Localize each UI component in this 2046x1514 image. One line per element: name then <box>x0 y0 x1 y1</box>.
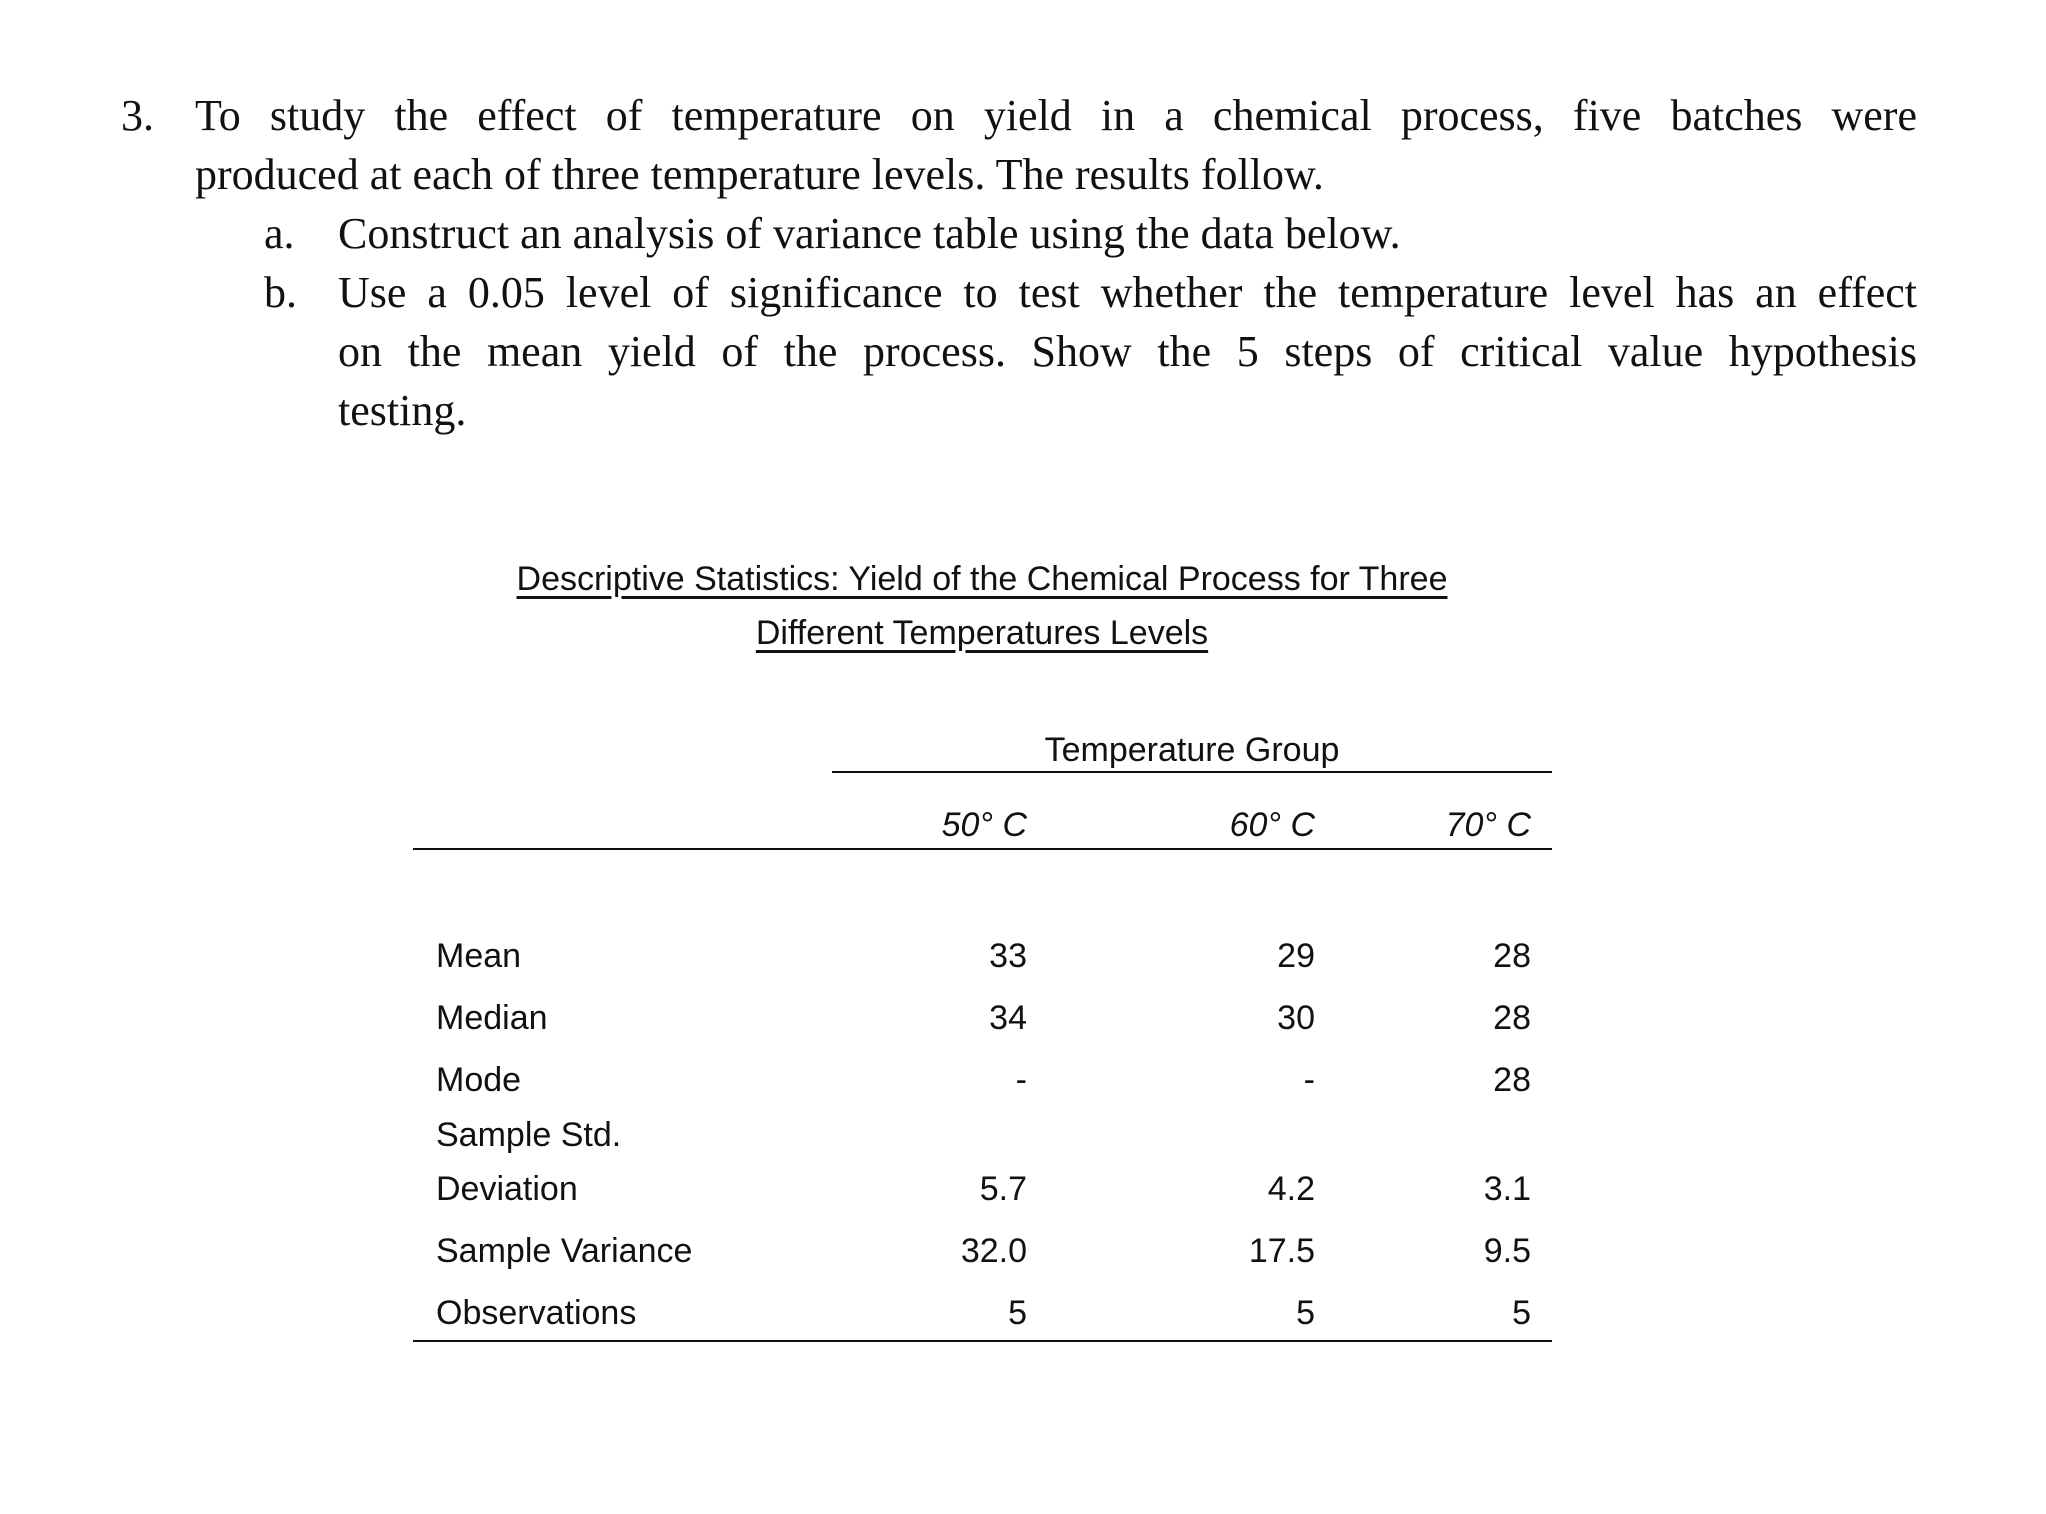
table-title: Descriptive Statistics: Yield of the Chemical Process for Three <box>516 560 1448 598</box>
table-cell: 29 <box>1277 937 1315 975</box>
group-header-rule <box>832 771 1552 773</box>
row-label: Mean <box>436 937 522 975</box>
table-cell: 9.5 <box>1483 1232 1531 1270</box>
table-cell: 4.2 <box>1267 1170 1315 1208</box>
header-rule <box>413 848 1552 850</box>
table-cell: 5 <box>1512 1294 1531 1332</box>
question-intro-line: produced at each of three temperature levels. The results follow. <box>195 150 1324 199</box>
table-cell: - <box>1303 1061 1315 1099</box>
question-intro-line: To study the effect of temperature on yield in a chemical process, five batches were <box>195 91 1917 140</box>
table-cell: 5 <box>1296 1294 1315 1332</box>
table-cell: - <box>1015 1061 1027 1099</box>
part-a-text: Construct an analysis of variance table using the data below. <box>338 209 1401 258</box>
table-cell: 28 <box>1493 937 1531 975</box>
table-cell: 34 <box>989 999 1027 1037</box>
row-label: Mode <box>436 1061 522 1099</box>
table-cell: 28 <box>1493 1061 1531 1099</box>
bottom-rule <box>413 1340 1552 1342</box>
column-header: 70° C <box>1445 806 1531 844</box>
table-cell: 3.1 <box>1483 1170 1531 1208</box>
part-b-marker: b. <box>264 268 297 317</box>
part-a-marker: a. <box>264 209 295 258</box>
row-label: Median <box>436 999 548 1037</box>
table-cell: 5.7 <box>979 1170 1027 1208</box>
table-cell: 33 <box>989 937 1027 975</box>
part-b-text: testing. <box>338 386 467 435</box>
row-label: Observations <box>436 1294 637 1332</box>
row-label: Sample Std. <box>436 1116 622 1154</box>
row-label: Deviation <box>436 1170 578 1208</box>
question-number: 3. <box>121 91 154 140</box>
part-b-text: Use a 0.05 level of significance to test whether the temperature level has an effect <box>338 268 1917 317</box>
table-cell: 28 <box>1493 999 1531 1037</box>
table-cell: 30 <box>1277 999 1315 1037</box>
row-label: Sample Variance <box>436 1232 693 1270</box>
part-b-text: on the mean yield of the process. Show the 5 steps of critical value hypothesis <box>338 327 1917 376</box>
table-cell: 17.5 <box>1248 1232 1315 1270</box>
table-cell: 5 <box>1008 1294 1027 1332</box>
table-cell: 32.0 <box>960 1232 1027 1270</box>
column-header: 50° C <box>941 806 1027 844</box>
table-title: Different Temperatures Levels <box>755 614 1209 652</box>
group-header: Temperature Group <box>1044 731 1340 769</box>
column-header: 60° C <box>1229 806 1315 844</box>
